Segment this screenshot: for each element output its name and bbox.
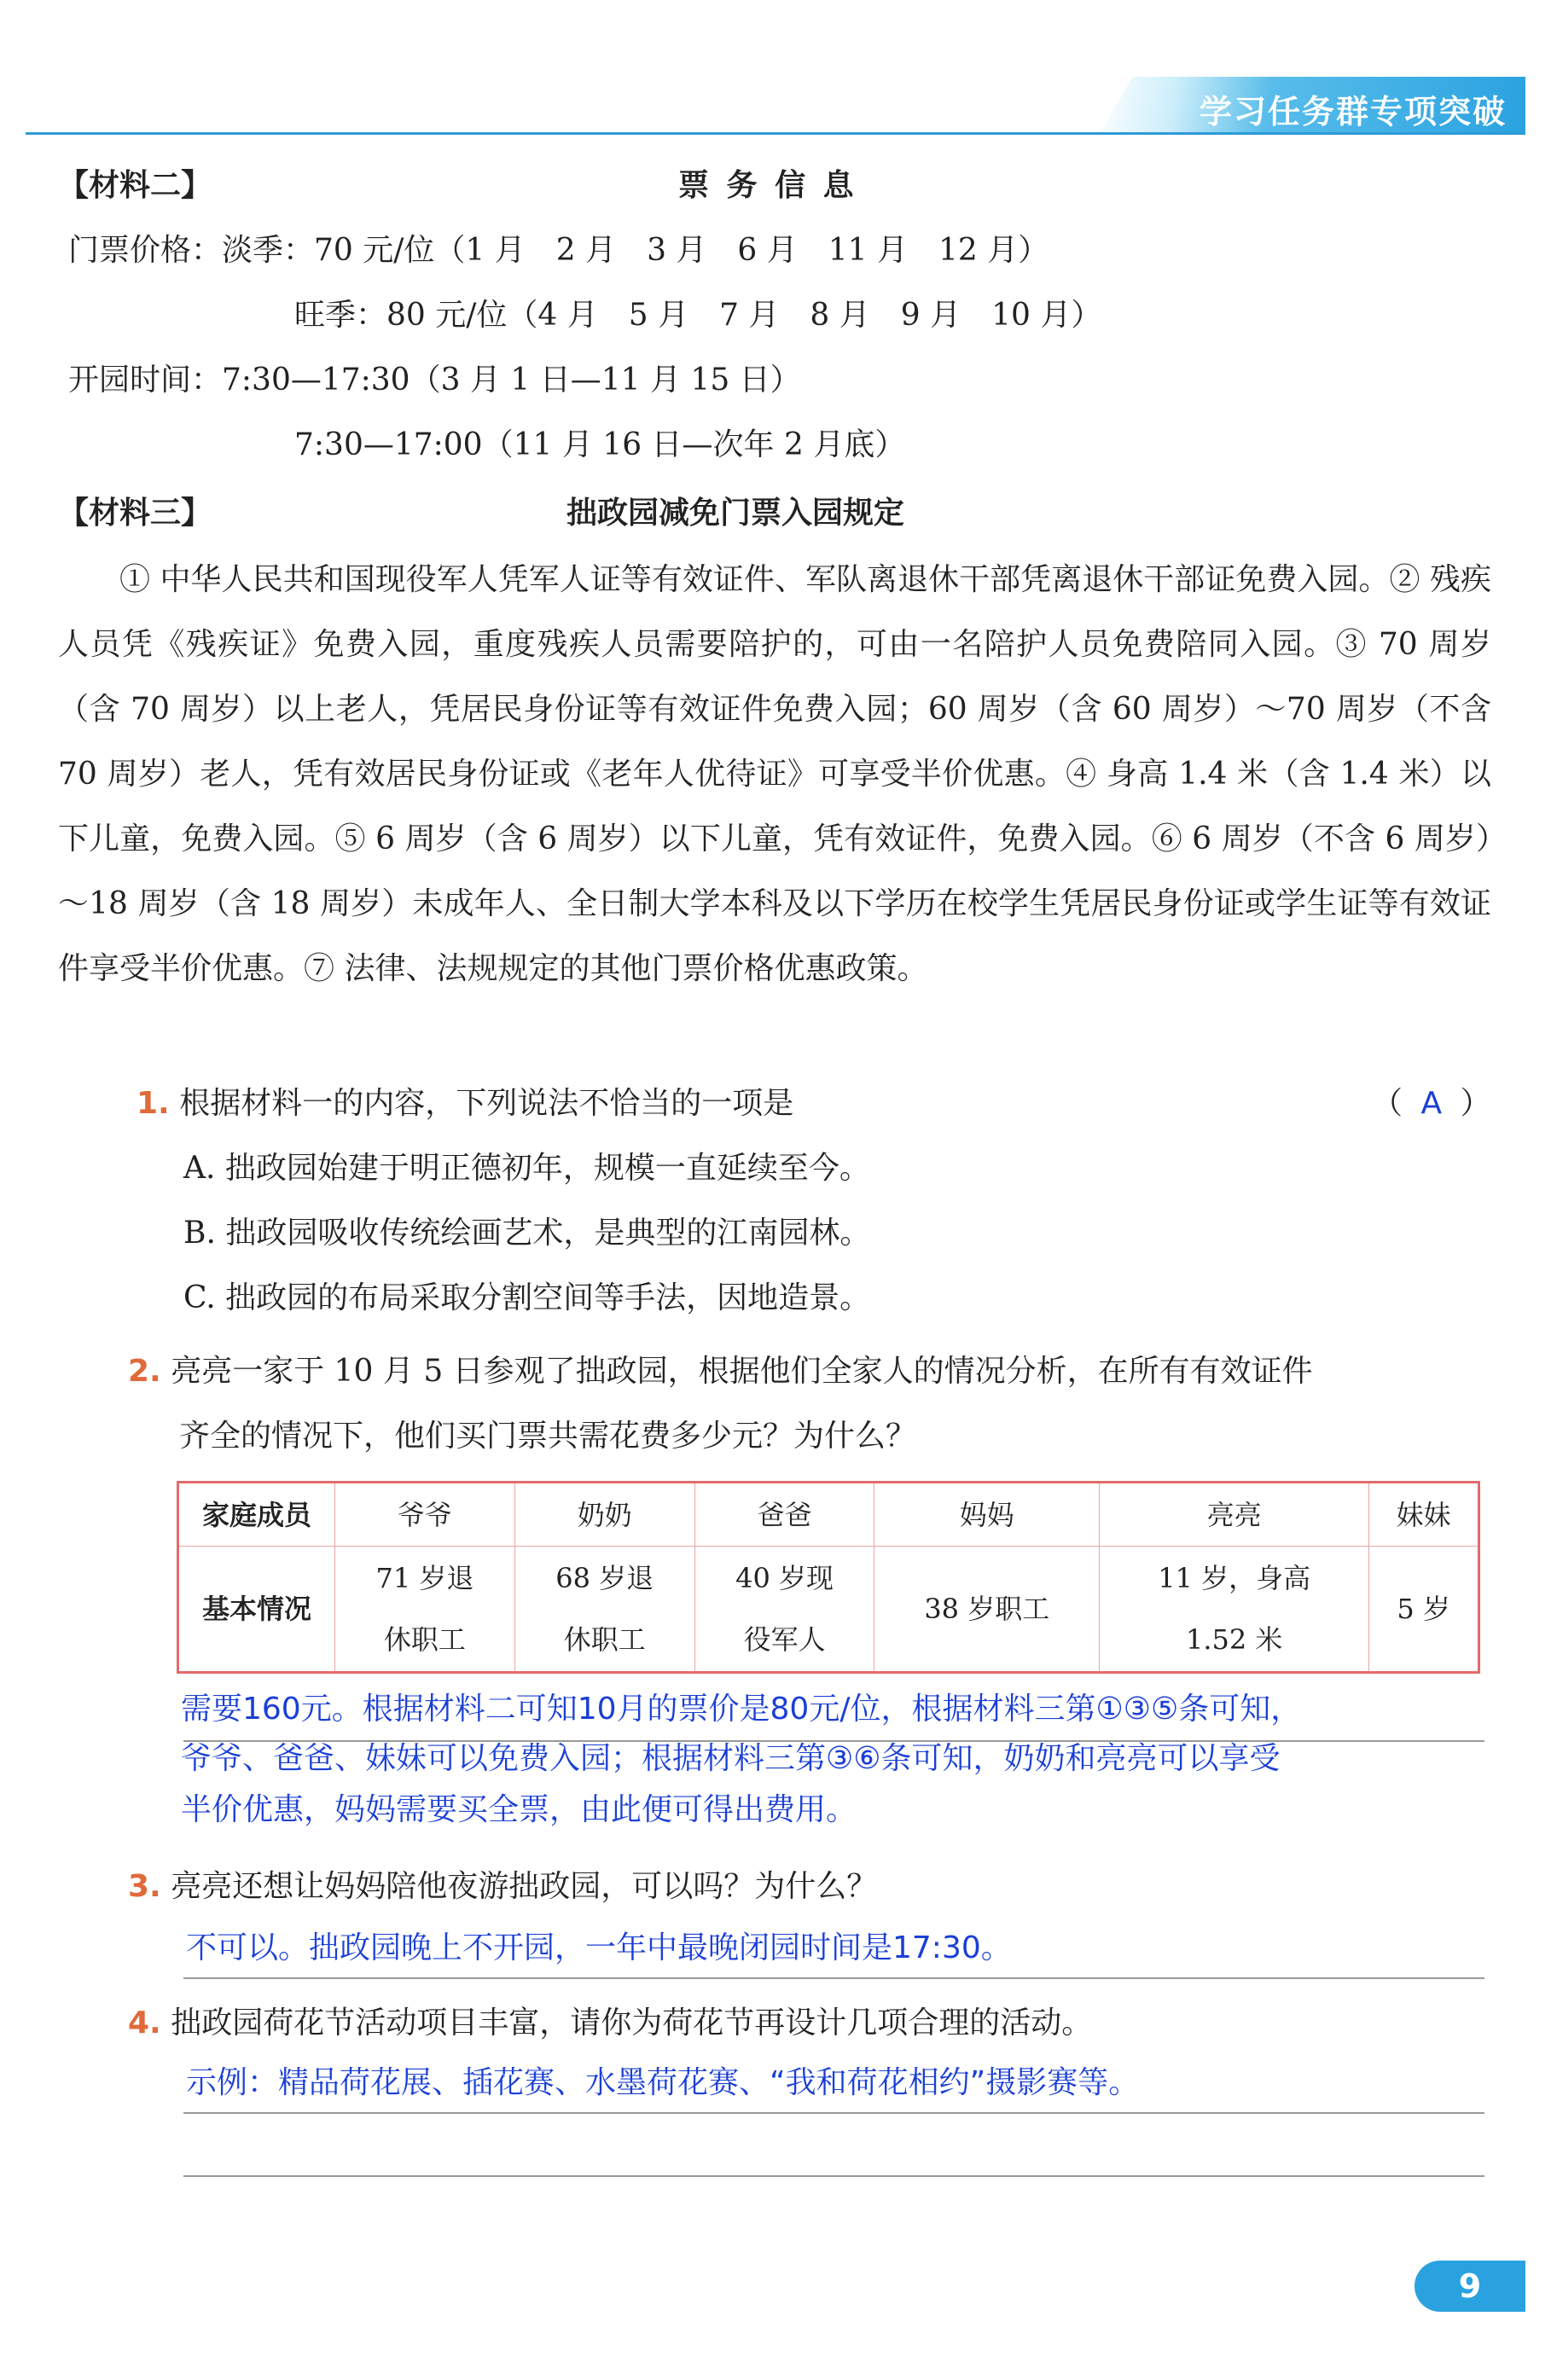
member-dad: 爸爸: [694, 1483, 874, 1547]
info-line: 68 岁退: [555, 1562, 654, 1594]
question-2-text-1: 亮亮一家于 10 月 5 日参观了拙政园，根据他们全家人的情况分析，在所有有效证件: [171, 1354, 1313, 1389]
info-line: 38 岁职工: [924, 1593, 1050, 1625]
question-2-answer-3: 半价优惠，妈妈需要买全票，由此便可得出费用。: [181, 1792, 857, 1827]
question-1-text: 根据材料一的内容，下列说法不恰当的一项是: [179, 1086, 794, 1121]
member-mom: 妈妈: [874, 1483, 1100, 1547]
info-line: 1.52 米: [1186, 1623, 1283, 1656]
question-1-answer: A: [1420, 1086, 1443, 1121]
question-1-number: 1.: [137, 1086, 170, 1121]
info-grandpa: [335, 1547, 515, 1673]
answer-underline: [183, 1977, 1484, 1979]
material3-title: 拙政园减免门票入园规定: [566, 496, 905, 531]
member-liangliang: 亮亮: [1100, 1483, 1369, 1547]
page-number: 9: [1414, 2261, 1525, 2312]
material2-title: 票 务 信 息: [678, 168, 857, 203]
header-title: 学习任务群专项突破: [1199, 93, 1507, 131]
question-2-text-2: 齐全的情况下，他们买门票共需花费多少元？为什么？: [179, 1419, 917, 1454]
paren-open: （: [1372, 1086, 1403, 1121]
info-liangliang: [1100, 1547, 1369, 1673]
paren-close: ）: [1460, 1086, 1491, 1121]
member-grandma: 奶奶: [514, 1483, 694, 1547]
table-header-info: 基本情况: [178, 1547, 335, 1673]
material2-label: 【材料二】: [58, 168, 212, 203]
info-dad: [694, 1547, 874, 1673]
family-table: [177, 1481, 1480, 1674]
question-1-answer-slot: [1372, 1083, 1491, 1124]
info-line: 役军人: [743, 1623, 826, 1656]
question-3-text: 亮亮还想让妈妈陪他夜游拙政园，可以吗？为什么？: [171, 1869, 878, 1904]
info-line: 休职工: [563, 1623, 646, 1656]
answer-underline: [183, 2175, 1484, 2177]
question-2-answer-1: 需要160元。根据材料二可知10月的票价是80元/位，根据材料三第①③⑤条可知，: [181, 1692, 1302, 1727]
info-line: 11 岁，身高: [1158, 1562, 1311, 1594]
opening-hours-2: 7:30—17:00（11 月 16 日—次年 2 月底）: [294, 427, 906, 462]
opening-hours-1: 开园时间：7:30—17:30（3 月 1 日—11 月 15 日）: [68, 363, 801, 398]
member-grandpa: 爷爷: [335, 1483, 515, 1547]
question-1-option-a: A. 拙政园始建于明正德初年，规模一直延续至今。: [183, 1151, 870, 1186]
info-mom: [874, 1547, 1100, 1673]
question-3-answer: 不可以。拙政园晚上不开园，一年中最晚闭园时间是17:30。: [186, 1930, 1012, 1965]
question-1: [137, 1083, 793, 1124]
question-1-option-c: C. 拙政园的布局采取分割空间等手法，因地造景。: [183, 1280, 871, 1315]
question-1-option-b: B. 拙政园吸收传统绘画艺术，是典型的江南园林。: [183, 1216, 871, 1251]
question-4-text: 拙政园荷花节活动项目丰富，请你为荷花节再设计几项合理的活动。: [171, 2006, 1093, 2040]
table-row: [178, 1547, 1479, 1673]
info-grandma: [514, 1547, 694, 1673]
info-line: 71 岁退: [375, 1562, 474, 1594]
question-2-answer-2: 爷爷、爸爸、妹妹可以免费入园；根据材料三第③⑥条可知，奶奶和亮亮可以享受: [181, 1741, 1281, 1776]
question-3: [128, 1866, 877, 1907]
ticket-price-low: 门票价格：淡季：70 元/位（1 月 2 月 3 月 6 月 11 月 12 月）: [68, 233, 1049, 268]
question-2: [128, 1351, 1313, 1392]
question-3-number: 3.: [128, 1869, 161, 1904]
member-sister: 妹妹: [1369, 1483, 1479, 1547]
header-rule: [26, 132, 1525, 135]
info-line: 5 岁: [1397, 1593, 1450, 1625]
info-line: 40 岁现: [735, 1562, 834, 1594]
table-header-members: 家庭成员: [178, 1483, 335, 1547]
question-4-answer: 示例：精品荷花展、插花赛、水墨荷花赛、“我和荷花相约”摄影赛等。: [186, 2065, 1140, 2100]
material3-body: ① 中华人民共和国现役军人凭军人证等有效证件、军队离退休干部凭离退休干部证免费入园。② 残疾人员凭《残疾证》免费入园，重度残疾人员需要陪护的，可由一名陪护人员免费陪同入园。③ 70 周岁（含 70 周岁）以上老人，凭居民身份证等有效证件免费入园；60 周岁（含 60 周岁）～70 周岁（不含 70 周岁）老人，凭有效居民身份证或《老年人优待证》可享受半价优惠。④ 身高 1.4 米（含 1.4 米）以下儿童，免费入园。⑤ 6 周岁（含 6 周岁）以下儿童，凭有效证件，免费入园。⑥ 6 周岁（不含 6 周岁）～18 周岁（含 18 周岁）未成年人、全日制大学本科及以下学历在校学生凭居民身份证或学生证等有效证件享受半价优惠。⑦ 法律、法规规定的其他门票价格优惠政策。: [58, 562, 1491, 986]
question-4: [128, 2003, 1092, 2044]
question-4-number: 4.: [128, 2006, 161, 2040]
info-sister: [1369, 1547, 1479, 1673]
question-2-number: 2.: [128, 1354, 161, 1389]
table-row: [178, 1483, 1479, 1547]
material3-label: 【材料三】: [58, 496, 212, 531]
info-line: 休职工: [383, 1623, 466, 1656]
answer-underline: [183, 2112, 1484, 2114]
ticket-price-high: 旺季：80 元/位（4 月 5 月 7 月 8 月 9 月 10 月）: [294, 298, 1102, 333]
